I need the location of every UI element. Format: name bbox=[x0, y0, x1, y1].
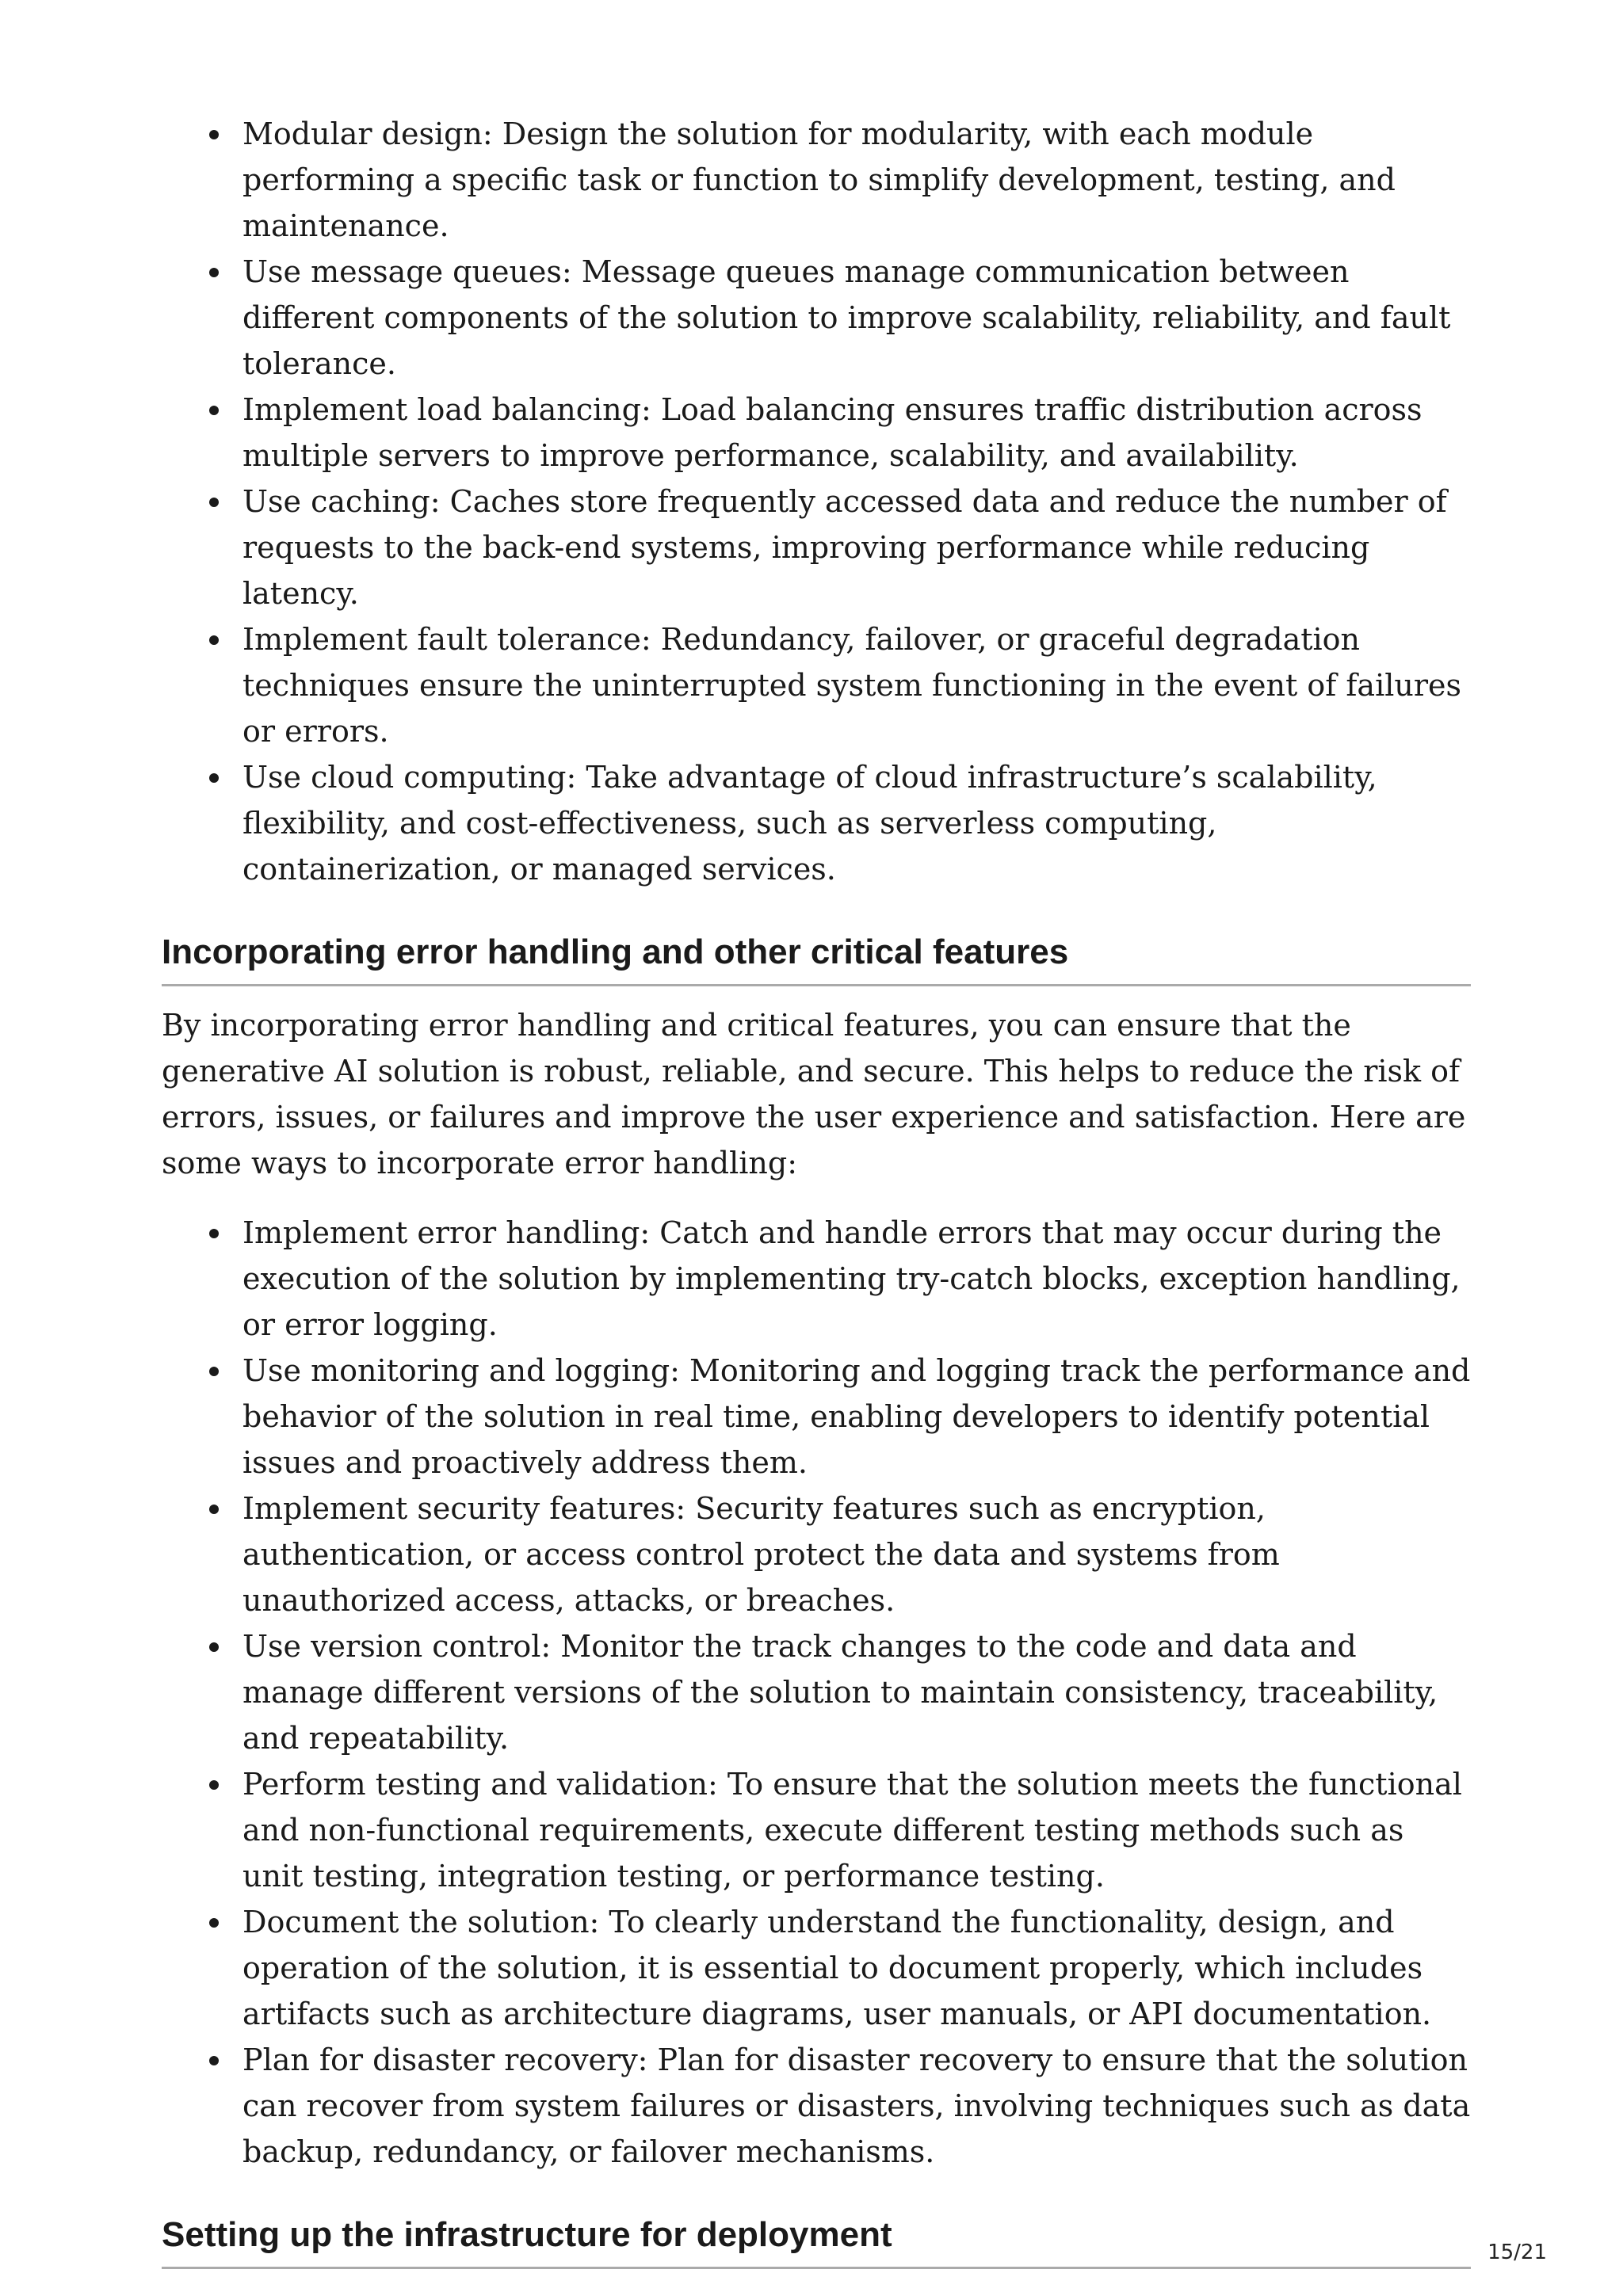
list-item: Plan for disaster recovery: Plan for disaster recovery to ensure that the solution can recover from system failures or disasters, involving techniques such as data backup, redundancy, or failover mechanisms. bbox=[242, 2037, 1471, 2175]
list-item: Document the solution: To clearly understand the functionality, design, and operation of the solution, it is essential to document properly, which includes artifacts such as architecture diagrams, user manuals, or API documentation. bbox=[242, 1899, 1471, 2037]
list-item: Modular design: Design the solution for modularity, with each module performing a specific task or function to simplify development, testing, and maintenance. bbox=[242, 111, 1471, 249]
list-item: Use version control: Monitor the track changes to the code and data and manage different versions of the solution to maintain consistency, traceability, and repeatability. bbox=[242, 1623, 1471, 1761]
list-item: Use cloud computing: Take advantage of cloud infrastructure’s scalability, flexibility, and cost-effectiveness, such as serverless computing, containerization, or managed services. bbox=[242, 754, 1471, 892]
list-item: Use caching: Caches store frequently accessed data and reduce the number of requests to the back-end systems, improving performance while reducing latency. bbox=[242, 479, 1471, 616]
list-item: Use message queues: Message queues manage communication between different components of the solution to improve scalability, reliability, and fault tolerance. bbox=[242, 249, 1471, 387]
list-item: Implement fault tolerance: Redundancy, failover, or graceful degradation techniques ensure the uninterrupted system functioning in the event of failures or errors. bbox=[242, 616, 1471, 754]
section-heading-infrastructure: Setting up the infrastructure for deployment bbox=[162, 2213, 1471, 2269]
error-handling-bullet-list bbox=[162, 1210, 1471, 2175]
list-item: Perform testing and validation: To ensure that the solution meets the functional and non-functional requirements, execute different testing methods such as unit testing, integration testing, or performance testing. bbox=[242, 1761, 1471, 1899]
list-item: Use monitoring and logging: Monitoring and logging track the performance and behavior of the solution in real time, enabling developers to identify potential issues and proactively address them. bbox=[242, 1348, 1471, 1486]
list-item: Implement load balancing: Load balancing ensures traffic distribution across multiple servers to improve performance, scalability, and availability. bbox=[242, 387, 1471, 479]
section-heading-error-handling: Incorporating error handling and other critical features bbox=[162, 930, 1471, 986]
list-item: Implement error handling: Catch and handle errors that may occur during the execution of the solution by implementing try-catch blocks, exception handling, or error logging. bbox=[242, 1210, 1471, 1348]
section-intro-paragraph: By incorporating error handling and critical features, you can ensure that the generative AI solution is robust, reliable, and secure. This helps to reduce the risk of errors, issues, or failures and improve the user experience and satisfaction. Here are some ways to incorporate error handling: bbox=[162, 1008, 1466, 1180]
top-bullet-list bbox=[162, 111, 1471, 892]
page-number: 15/21 bbox=[1487, 2241, 1547, 2264]
document-page bbox=[162, 111, 1471, 2269]
list-item: Implement security features: Security features such as encryption, authentication, or access control protect the data and systems from unauthorized access, attacks, or breaches. bbox=[242, 1486, 1471, 1623]
